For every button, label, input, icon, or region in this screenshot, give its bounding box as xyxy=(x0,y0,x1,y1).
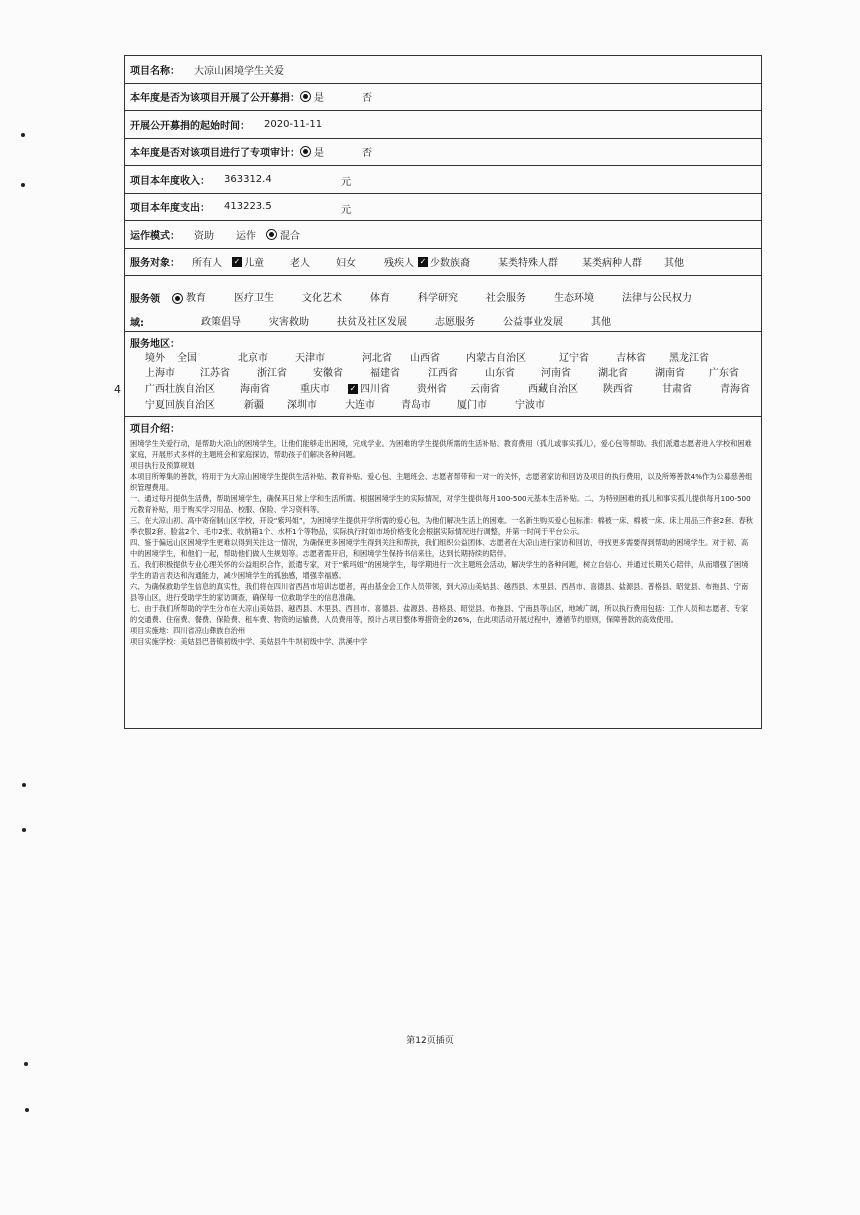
region-item[interactable]: 重庆市 xyxy=(300,384,330,395)
region-item[interactable]: 云南省 xyxy=(470,384,500,395)
scan-speck xyxy=(25,1108,29,1112)
region-item[interactable]: 福建省 xyxy=(370,368,400,379)
service-region-label: 服务地区： xyxy=(130,339,180,350)
region-item[interactable]: 湖南省 xyxy=(655,368,685,379)
field-education[interactable]: 教育 xyxy=(186,293,206,304)
field-poverty[interactable]: 扶贫及社区发展 xyxy=(337,317,407,328)
field-law-rights[interactable]: 法律与公民权力 xyxy=(622,293,692,304)
target-disease-group[interactable]: 某类病种人群 xyxy=(582,258,642,270)
expense-value: 413223.5 xyxy=(224,201,272,213)
field-ecology[interactable]: 生态环境 xyxy=(554,293,594,304)
income-label: 项目本年度收入： xyxy=(130,175,210,187)
intro-paragraph: 六、为确保救助学生信息的真实性，我们将在四川省西昌市培训志愿者，再由基金会工作人员带领，到大凉山美姑县、越西县、木里县、西昌市、喜德县、盐源县、普格县、昭觉县、布拖县、宁南县等山区，进行受助学生的家访调查，确保每一位救助学生的信息准确。 xyxy=(130,582,749,602)
region-item[interactable]: 吉林省 xyxy=(616,353,646,364)
intro-paragraph: 项目实施地：四川省凉山彝族自治州 xyxy=(130,626,246,635)
region-item[interactable]: 西藏自治区 xyxy=(528,384,578,395)
expense-unit: 元 xyxy=(341,204,351,216)
target-disabled[interactable]: 残疾人 xyxy=(384,258,414,270)
checkbox-checked-icon[interactable]: ✓ xyxy=(349,384,357,393)
page-footer: 第12页插页 xyxy=(406,1036,454,1046)
region-item[interactable]: 山西省 xyxy=(410,353,440,364)
income-unit: 元 xyxy=(341,177,351,188)
option-yes: 是 xyxy=(314,148,324,160)
intro-paragraph: 困境学生关爱行动，是帮助大凉山的困境学生，让他们能够走出困境，完成学业。为困难的学生提供所需的生活补贴、教育费用（孤儿或事实孤儿），爱心包等帮助。我们派遣志愿者进入学校和困难家庭，开展形式多样的主题班会和家庭探访，帮助孩子们解决各种问题。 xyxy=(130,439,752,459)
field-science[interactable]: 科学研究 xyxy=(418,293,458,304)
region-item[interactable]: 大连市 xyxy=(345,400,375,411)
scan-speck xyxy=(22,783,26,787)
region-item[interactable]: 甘肃省 xyxy=(662,384,692,395)
intro-paragraph: 项目实施学校：美姑县巴普镇初级中学、美姑县牛牛坝初级中学、洪溪中学 xyxy=(130,637,368,646)
row-project-intro xyxy=(125,417,761,731)
service-field-line-2 xyxy=(201,313,611,328)
row-income xyxy=(125,166,761,194)
region-item[interactable]: 贵州省 xyxy=(417,384,447,395)
option-no: 否 xyxy=(362,93,372,105)
mode-mixed[interactable]: 混合 xyxy=(280,230,300,242)
radio-mixed-selected[interactable] xyxy=(266,229,277,240)
intro-paragraph: 本项目所筹集的善款，将用于为大凉山困境学生提供生活补贴、教育补贴、爱心包、主题班会、志愿者帮带和一对一的关怀，志愿者家访和回访及项目的执行费用，以及所筹善款4%作为公募慈善组织管理费用。 xyxy=(130,472,753,492)
service-targets-label: 服务对象： xyxy=(130,258,180,270)
radio-education-selected[interactable] xyxy=(172,293,183,304)
row-fundraising-start xyxy=(125,111,761,139)
region-item[interactable]: 江西省 xyxy=(428,368,458,379)
scan-speck xyxy=(21,133,25,137)
field-disaster[interactable]: 灾害救助 xyxy=(269,317,309,328)
field-volunteer[interactable]: 志愿服务 xyxy=(435,317,475,328)
region-item[interactable]: 浙江省 xyxy=(257,368,287,379)
region-item[interactable]: 新疆 xyxy=(244,400,264,411)
project-name-label: 项目名称： xyxy=(130,65,180,77)
expense-label: 项目本年度支出： xyxy=(130,203,210,215)
page-number: 4 xyxy=(114,383,121,396)
region-item[interactable]: 河北省 xyxy=(362,353,392,364)
region-item[interactable]: 广西壮族自治区 xyxy=(145,384,215,395)
row-special-audit xyxy=(125,139,761,167)
region-item[interactable]: 青海省 xyxy=(720,384,750,395)
checkbox-checked-icon[interactable]: ✓ xyxy=(233,256,241,266)
fundraising-start-value: 2020-11-11 xyxy=(264,118,323,130)
region-item[interactable]: 海南省 xyxy=(240,384,270,395)
region-item[interactable]: 湖北省 xyxy=(598,368,628,379)
region-sichuan[interactable]: 四川省 xyxy=(360,384,390,395)
field-culture-art[interactable]: 文化艺术 xyxy=(302,293,342,304)
row-project-name xyxy=(125,56,761,84)
intro-paragraph: 项目执行及预算规划 xyxy=(130,461,195,470)
field-healthcare[interactable]: 医疗卫生 xyxy=(234,293,274,304)
row-operation-mode xyxy=(125,221,761,249)
region-item[interactable]: 境外 xyxy=(145,353,165,364)
row-expense xyxy=(125,194,761,222)
region-item[interactable]: 厦门市 xyxy=(457,400,487,411)
target-elderly[interactable]: 老人 xyxy=(290,258,310,270)
option-yes: 是 xyxy=(314,93,324,105)
region-item[interactable]: 天津市 xyxy=(295,353,325,364)
scan-speck xyxy=(21,183,25,187)
region-item[interactable]: 黑龙江省 xyxy=(669,353,709,364)
option-no: 否 xyxy=(362,148,372,160)
scan-speck xyxy=(24,1062,28,1066)
operation-mode-label: 运作模式： xyxy=(130,230,180,242)
region-item[interactable]: 内蒙古自治区 xyxy=(466,353,526,364)
income-value: 363312.4 xyxy=(224,173,272,185)
fundraising-start-label: 开展公开募捐的起始时间： xyxy=(130,120,250,132)
region-item[interactable]: 宁夏回族自治区 xyxy=(145,400,215,411)
target-all[interactable]: 所有人 xyxy=(192,258,222,270)
region-item[interactable]: 深圳市 xyxy=(287,400,317,411)
target-other[interactable]: 其他 xyxy=(664,258,684,270)
region-item[interactable]: 上海市 xyxy=(145,368,175,379)
region-item[interactable] xyxy=(348,380,390,395)
mode-operate[interactable]: 运作 xyxy=(236,230,256,242)
scan-speck xyxy=(22,828,26,832)
intro-paragraph: 五、我们积极提供专业心理关怀的公益组织合作，派遣专家，对于“紫玛姐”的困境学生，每学期进行一次主题班会活动，解决学生的各种问题，树立自信心、并通过长期关心陪伴，从而增强了困境学生的语言表达和沟通能力，减少困境学生的孤独感，增强幸福感。 xyxy=(130,560,749,580)
project-form-table xyxy=(124,55,762,729)
target-minority[interactable]: 少数族裔 xyxy=(430,258,470,270)
radio-yes-selected[interactable] xyxy=(300,146,311,157)
region-item[interactable]: 全国 xyxy=(177,353,197,364)
field-sports[interactable]: 体育 xyxy=(370,293,390,304)
field-social-service[interactable]: 社会服务 xyxy=(486,293,526,304)
region-item[interactable]: 江苏省 xyxy=(200,368,230,379)
field-policy[interactable]: 政策倡导 xyxy=(201,317,241,328)
service-field-label-2: 域: xyxy=(130,318,144,329)
service-field-label: 服务领 xyxy=(130,294,160,305)
region-item[interactable]: 陕西省 xyxy=(603,384,633,395)
row-service-targets xyxy=(125,249,761,277)
field-public-welfare[interactable]: 公益事业发展 xyxy=(503,317,563,328)
region-item[interactable]: 辽宁省 xyxy=(559,353,589,364)
target-children[interactable]: 儿童 xyxy=(244,258,264,270)
mode-fund[interactable]: 资助 xyxy=(194,230,214,242)
region-item[interactable]: 宁波市 xyxy=(515,400,545,411)
intro-paragraph: 四、鉴于偏远山区困境学生更难以得到关注这一情况，为确保更多困境学生得到关注和帮扶，我们组织公益团体、志愿者在大凉山进行家访和回访，寻找更多需要得到帮助的困境学生。对于初、高中的困境学生，和他们一起，帮助他们做人生规划等。志愿者需开启，和困境学生保持书信来往，达到长期持续的陪伴。 xyxy=(130,538,749,558)
region-item[interactable]: 山东省 xyxy=(485,368,515,379)
region-item[interactable]: 广东省 xyxy=(709,368,739,379)
row-service-region xyxy=(125,332,761,417)
intro-label: 项目介绍： xyxy=(130,424,180,435)
radio-yes-selected[interactable] xyxy=(300,91,311,102)
intro-paragraph: 一、通过每月提供生活费，帮助困境学生，确保其日常上学和生活所需。根据困境学生的实际情况，对学生提供每月100-500元基本生活补贴。二、为特别困难的孤儿和事实孤儿提供每月100-500元教育补贴，用于购买学习用品、校服、保险、学习资料等。 xyxy=(130,494,751,514)
target-special-group[interactable]: 某类特殊人群 xyxy=(498,258,558,270)
target-women[interactable]: 妇女 xyxy=(336,258,356,270)
field-other[interactable]: 其他 xyxy=(591,317,611,328)
row-service-field xyxy=(125,276,761,332)
row-public-fundraising xyxy=(125,84,761,112)
intro-paragraph: 三、在大凉山初、高中寄宿制山区学校，开设“紫玛姐”，为困境学生提供开学所需的爱心包，为他们解决生活上的困难。一名新生购买爱心包标准：棉被一床、棉被一床、床上用品三件套2套、春秋季衣服2套、脸盆2个、毛巾2张、收纳箱1个、水杯1个等物品，实际执行时如市场价格变化会根据实际情况进行调整，并第一时间于平台公示。 xyxy=(130,516,753,536)
project-name-value: 大凉山困境学生关爱 xyxy=(194,65,284,77)
region-item[interactable]: 安徽省 xyxy=(313,368,343,379)
special-audit-label: 本年度是否对该项目进行了专项审计： xyxy=(130,148,300,160)
service-field-line-1 xyxy=(172,289,692,304)
region-item[interactable]: 北京市 xyxy=(238,353,268,364)
intro-paragraph: 七、由于我们所帮助的学生分布在大凉山美姑县、越西县、木里县、西昌市、喜德县、盐源县、普格县、昭觉县、布拖县、宁南县等山区，地域广阔，所以执行费用包括：工作人员和志愿者、专家的交通费、住宿费、餐费、保险费、租车费、物资的运输费、人员费用等，预计占项目整体筹措资金的26%，在此项活动开展过程中，遵循节约原则，保障善款的高效使用。 xyxy=(130,604,749,624)
region-item[interactable]: 青岛市 xyxy=(401,400,431,411)
region-item[interactable]: 河南省 xyxy=(541,368,571,379)
checkbox-checked-icon[interactable]: ✓ xyxy=(419,256,427,266)
public-fundraising-label: 本年度是否为该项目开展了公开募捐： xyxy=(130,93,300,105)
